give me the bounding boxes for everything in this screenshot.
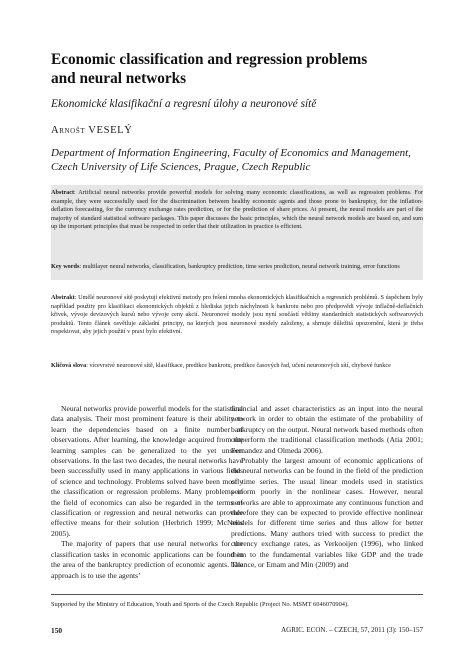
abstract-label: Abstract <box>51 189 75 196</box>
paper-title <box>51 50 451 88</box>
czech-abstract-label: Abstrakt <box>51 294 75 301</box>
czech-keywords-label: Klíčová slova <box>51 362 87 369</box>
czech-abstract <box>51 294 423 337</box>
body-paragraph: The majority of papers that use neural networks for the classification tasks in economic applications can be found in the area of the bankruptcy prediction of economic agents. The approach is to use the agents’ <box>51 539 243 580</box>
keywords-label: Key words <box>51 263 80 270</box>
funding-footnote: Supported by the Ministry of Education, Youth and Sports of the Czech Republic (Project No. MSMT 6046070904). <box>51 601 349 608</box>
abstract-text: : Artificial neural networks provide powerful models for solving many economic classifications, as well as regression problems. For example, they were successfully used for the discrimination between healthy economic agents and those prone to bankruptcy, for the inflation-deflation forecasting, for the currency exchange rates prediction, or for the prediction of share prices. At present, the neural models are part of the majority of standard statistical software packages. This paper discusses the basic principles, which the neural network models are based on, and sum up the important principles that must be respected in order that their utilization in practice is efficient. <box>51 189 423 231</box>
affiliation-line-2: Czech University of Life Sciences, Prague, Czech Republic <box>51 161 311 173</box>
czech-keywords <box>51 362 423 371</box>
czech-abstract-text: : Umělé neuronové sítě poskytují efektivní metody pro řešení mnoha ekonomických klasifikačních a regresních problémů. S úspěchem byly například použity pro klasifikaci ekonomických objektů z hlediska jejich náchylnosti k bankrotu nebo pro předpovědi vývoje inflačně-deflačních křivek, vývoje devizových kursů nebo vývoje ceny akcií. Neuronové modely jsou nyní součástí většiny standardních statistických softwarových produktů. Tento článek osvětluje základní principy, na kterých jsou neuronové modely založeny, a shrnuje důležitá upozornění, která je třeba respektovat, aby jejich použití v praxi bylo efektivní. <box>51 294 423 336</box>
body-paragraph: Neural networks provide powerful models for the statistical data analysis. Their most prominent feature is their ability to learn the dependencies based on a finite number of observations. After learning, the knowledge acquired from the learning samples can be generalized to the yet unseen observations. In the last two decades, the neural networks have been successfully used in many applications in various fields of science and technology. Problems solved have been mostly the classification or regression problems. Many problems in the field of economics can also be regarded in the terms of classification or regression and neural networks can provide effective means for their solution (Herbrich 1999; McNelis 2005). <box>51 404 243 538</box>
affiliation-line-1: Department of Information Engineering, Faculty of Economics and Management, <box>51 147 411 159</box>
footnote-divider <box>51 594 423 595</box>
author-name: Arnošt VESELÝ <box>51 125 133 136</box>
body-column-right <box>231 404 423 571</box>
keywords-text: : multilayer neural networks, classification, bankruptcy prediction, time series prediction, neural network training, error functions <box>79 263 400 270</box>
journal-citation: AGRIC. ECON. – CZECH, 57, 2011 (3): 150–157 <box>281 626 423 634</box>
czech-keywords-text: : vícevrstvé neuronové sítě, klasifikace, predikce bankrotu, predikce časových řad, učení neuronových sítí, chybové funkce <box>86 362 391 369</box>
body-paragraph: financial and asset characteristics as an input into the neural network in order to obtain the estimate of the probability of bankruptcy on the output. Neural network based methods often outperform the traditional classification methods (Atia 2001; Fernandez and Olmeda 2006). <box>231 404 423 455</box>
body-paragraph: Probably the largest amount of economic applications of the neural networks can be found in the field of the prediction of time series. The usual linear models used in statistics perform poorly in the nonlinear cases. However, neural networks are able to approximate any continuous function and therefore they can be expected to provide effective nonlinear models for different time series and thus allow for better predictions. Many authors tried with success to predict the currency exchange rates, as Verkooijen (1996), who linked them to the fundamental variables like GDP and the trade balance, or Emam and Min (2009) and <box>231 456 423 570</box>
body-column-left <box>51 404 243 581</box>
keywords <box>51 263 423 272</box>
title-line-1: Economic classification and regression problems <box>51 51 368 68</box>
affiliation <box>51 146 451 174</box>
abstract <box>51 189 423 232</box>
czech-subtitle: Ekonomické klasifikační a regresní úlohy a neuronové sítě <box>51 98 317 110</box>
title-line-2: and neural networks <box>51 70 187 87</box>
page-number: 150 <box>51 626 63 635</box>
